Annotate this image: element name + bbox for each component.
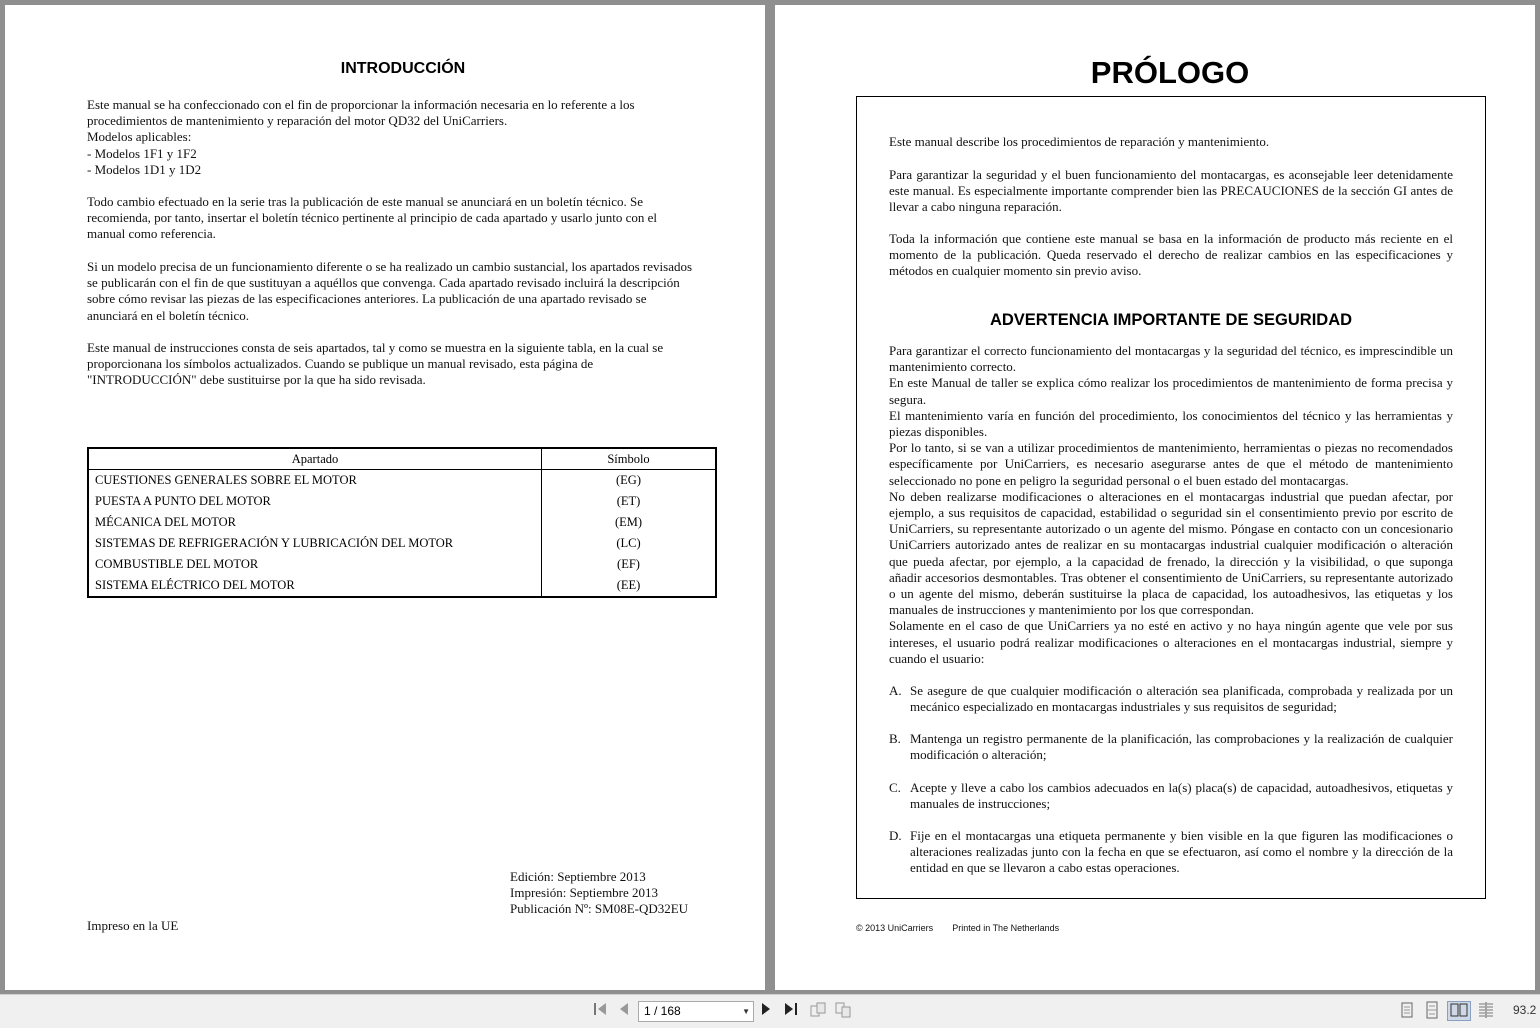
text-line: procedimientos de mantenimiento y reparación del motor QD32 del UniCarriers. (87, 113, 508, 129)
intro-paragraph-2 (87, 194, 733, 243)
table-cell: CUESTIONES GENERALES SOBRE EL MOTOR (88, 470, 542, 492)
table-row (88, 470, 716, 492)
text-line: sobre cómo revisar las piezas de las especificaciones anteriores. La publicación de una apartado revisado se (87, 291, 647, 307)
advertencia-body (889, 343, 1453, 667)
text-line: "INTRODUCCIÓN" debe sustituirse por la que ha sido revisada. (87, 372, 426, 388)
text-line: - Modelos 1F1 y 1F2 (87, 145, 197, 161)
page-number-value: 1 / 168 (644, 1004, 681, 1018)
page-number-select[interactable] (638, 1001, 754, 1022)
advertencia-line: No deben realizarse modificaciones o alteraciones en el montacargas industrial que puedan afectar, por ejemplo, a sus requisitos de capacidad, estabilidad o seguridad sin el consentimiento previo por escrito de UniCarriers, su representante autorizado o un agente del mismo. Póngase en contacto con un concesionario UniCarriers autorizado antes de realizar en su montacargas industrial cualquier modificación o alteración que pueda afectar, por ejemplo, a la capacidad de frenado, la dirección y la visibilidad, o que suponga añadir accesorios desmontables. Tras obtener el consentimiento de UniCarriers, su representante autorizado o un agente del mismo, deberán sustituirse la placa de capacidad, los autoadhesivos, las etiquetas y los manuales de instrucciones y mantenimiento por los que correspondan. (889, 488, 1453, 618)
text-line: - Modelos 1D1 y 1D2 (87, 161, 202, 177)
rotate-icon[interactable] (808, 1001, 828, 1021)
next-page-icon[interactable] (756, 1001, 776, 1021)
edicion-text: Edición: Septiembre 2013 (510, 869, 646, 884)
prev-page-icon[interactable] (614, 1001, 634, 1021)
advertencia-line: Para garantizar el correcto funcionamiento del montacargas y la seguridad del técnico, es imprescindible un mantenimiento correcto. (889, 343, 1453, 375)
page-title-introduccion: INTRODUCCIÓN (340, 60, 466, 77)
list-text: Fije en el montacargas una etiqueta permanente y bien visible en la que figuren las modificaciones o alteraciones realizadas junto con la fecha en que se efectuaron, así como el nombre y la dirección de la entidad en que se llevaron a cabo estas operaciones. (910, 828, 1453, 876)
table-cell: (LC) (616, 536, 641, 550)
table-row (88, 554, 716, 575)
first-page-icon[interactable] (590, 1001, 610, 1021)
column-header-simbolo: Símbolo (542, 448, 717, 470)
text-line: Todo cambio efectuado en la serie tras la publicación de este manual se anunciará en un boletín técnico. Se (87, 194, 644, 209)
table-header-row (88, 448, 716, 470)
text-line: anunciará en el boletín técnico. (87, 307, 250, 323)
table-row (88, 512, 716, 533)
two-page-continuous-icon[interactable] (1476, 1001, 1496, 1021)
list-label: B. (889, 731, 901, 746)
impresion-text: Impresión: Septiembre 2013 (510, 885, 659, 901)
table-row (88, 491, 716, 512)
last-page-icon[interactable] (781, 1001, 801, 1021)
continuous-icon[interactable] (1422, 1001, 1442, 1021)
text-line: manual como referencia. (87, 226, 216, 242)
page-title-prologo: PRÓLOGO (1090, 55, 1250, 90)
advertencia-line: En este Manual de taller se explica cómo realizar los procedimientos de mantenimiento de forma precisa y segura. (889, 375, 1453, 407)
list-text: Acepte y lleve a cabo los cambios adecuados en la(s) placa(s) de capacidad, autoadhesivos, etiquetas y manuales de instrucciones; (910, 780, 1453, 812)
text-line: Modelos aplicables: (87, 129, 192, 145)
list-text: Se asegure de que cualquier modificación o alteración sea planificada, comprobada y realizada por un mecánico especializado en montacargas industriales y sus requisitos de seguridad; (910, 683, 1453, 715)
table-cell: MÉCANICA DEL MOTOR (88, 512, 542, 533)
text-line: proporcionana los símbolos actualizados. Cuando se publique un manual revisado, esta página de (87, 356, 594, 372)
advertencia-line: Solamente en el caso de que UniCarriers ya no esté en activo y no haya ningún agente que vele por sus intereses, el usuario podrá realizar modificaciones o alteraciones en el montacargas industrial, siempre y cuando el usuario: (889, 618, 1453, 666)
table-cell: (EF) (617, 557, 640, 571)
page-footer (856, 923, 1059, 933)
text-line: se publicarán con el fin de que sustituyan a aquéllos que convenga. Cada apartado revisado incluirá la descripción (87, 275, 680, 291)
table-cell: PUESTA A PUNTO DEL MOTOR (88, 491, 542, 512)
intro-paragraph-3 (87, 259, 733, 324)
publicacion-text: Publicación Nº: SM08E-QD32EU (510, 901, 689, 917)
table-cell: (EM) (614, 515, 643, 529)
printed-in-text: Printed in The Netherlands (952, 923, 1060, 933)
section-title-advertencia: ADVERTENCIA IMPORTANTE DE SEGURIDAD (989, 311, 1353, 329)
prologo-paragraph-1: Este manual describe los procedimientos de reparación y mantenimiento. (889, 134, 1270, 149)
table-cell: (EG) (616, 473, 641, 487)
table-row (88, 533, 716, 554)
zoom-level[interactable]: 93.2 (1513, 1003, 1537, 1017)
document-page-right (775, 5, 1535, 990)
printed-in-eu: Impreso en la UE (87, 918, 179, 933)
table-cell: (ET) (616, 494, 641, 508)
text-line: Este manual se ha confeccionado con el fin de proporcionar la información necesaria en lo referente a los (87, 97, 635, 112)
table-cell: (EE) (616, 578, 641, 592)
chevron-down-icon: ▼ (742, 1007, 750, 1016)
list-label: D. (889, 828, 902, 843)
document-page-left (5, 5, 765, 990)
intro-paragraph-4 (87, 340, 733, 389)
viewer-toolbar (0, 994, 1540, 1028)
two-page-icon[interactable] (1447, 1001, 1471, 1021)
advertencia-line: El mantenimiento varía en función del procedimiento, los conocimientos del técnico y las herramientas y piezas disponibles. (889, 407, 1453, 440)
edition-info (510, 869, 688, 918)
text-line: recomienda, por tanto, insertar el boletín técnico pertinente al principio de cada apartado y usarlo junto con el (87, 210, 657, 226)
table-cell: SISTEMAS DE REFRIGERACIÓN Y LUBRICACIÓN DEL MOTOR (88, 533, 542, 554)
table-cell: SISTEMA ELÉCTRICO DEL MOTOR (88, 575, 542, 597)
list-label: A. (889, 683, 902, 698)
pages-icon[interactable] (833, 1001, 853, 1021)
text-line: Si un modelo precisa de un funcionamiento diferente o se ha realizado un cambio sustancial, los apartados revisados (87, 259, 693, 274)
advertencia-line: Por lo tanto, si se van a utilizar procedimientos de mantenimiento, herramientas o piezas no recomendados específicamente por UniCarriers, es necesario asegurarse antes de que el método de mantenimiento seleccionado no pone en peligro la seguridad personal o el buen estado del montacargas. (889, 440, 1453, 488)
table-row (88, 575, 716, 597)
column-header-apartado: Apartado (88, 448, 542, 470)
prologo-paragraph-2: Para garantizar la seguridad y el buen funcionamiento del montacargas, es aconsejable leer detenidamente este manual. Es especialmente importante comprender bien las PRECAUCIONES de la sección GI antes de llevar a cabo ninguna reparación. (889, 167, 1453, 215)
copyright-text: © 2013 UniCarriers (856, 923, 934, 933)
single-page-icon[interactable] (1397, 1001, 1417, 1021)
sections-table (87, 447, 717, 598)
table-cell: COMBUSTIBLE DEL MOTOR (88, 554, 542, 575)
intro-paragraph-1 (87, 97, 733, 178)
list-label: C. (889, 780, 901, 795)
text-line: Este manual de instrucciones consta de seis apartados, tal y como se muestra en la siguiente tabla, en la cual se (87, 340, 664, 355)
prologo-paragraph-3: Toda la información que contiene este manual se basa en la información de producto más reciente en el momento de la publicación. Queda reservado el derecho de realizar cambios en las especificaciones y métodos en cualquier momento sin previo aviso. (889, 231, 1453, 279)
list-text: Mantenga un registro permanente de la planificación, las comprobaciones y la realización de cualquier modificación o alteración; (910, 731, 1453, 763)
